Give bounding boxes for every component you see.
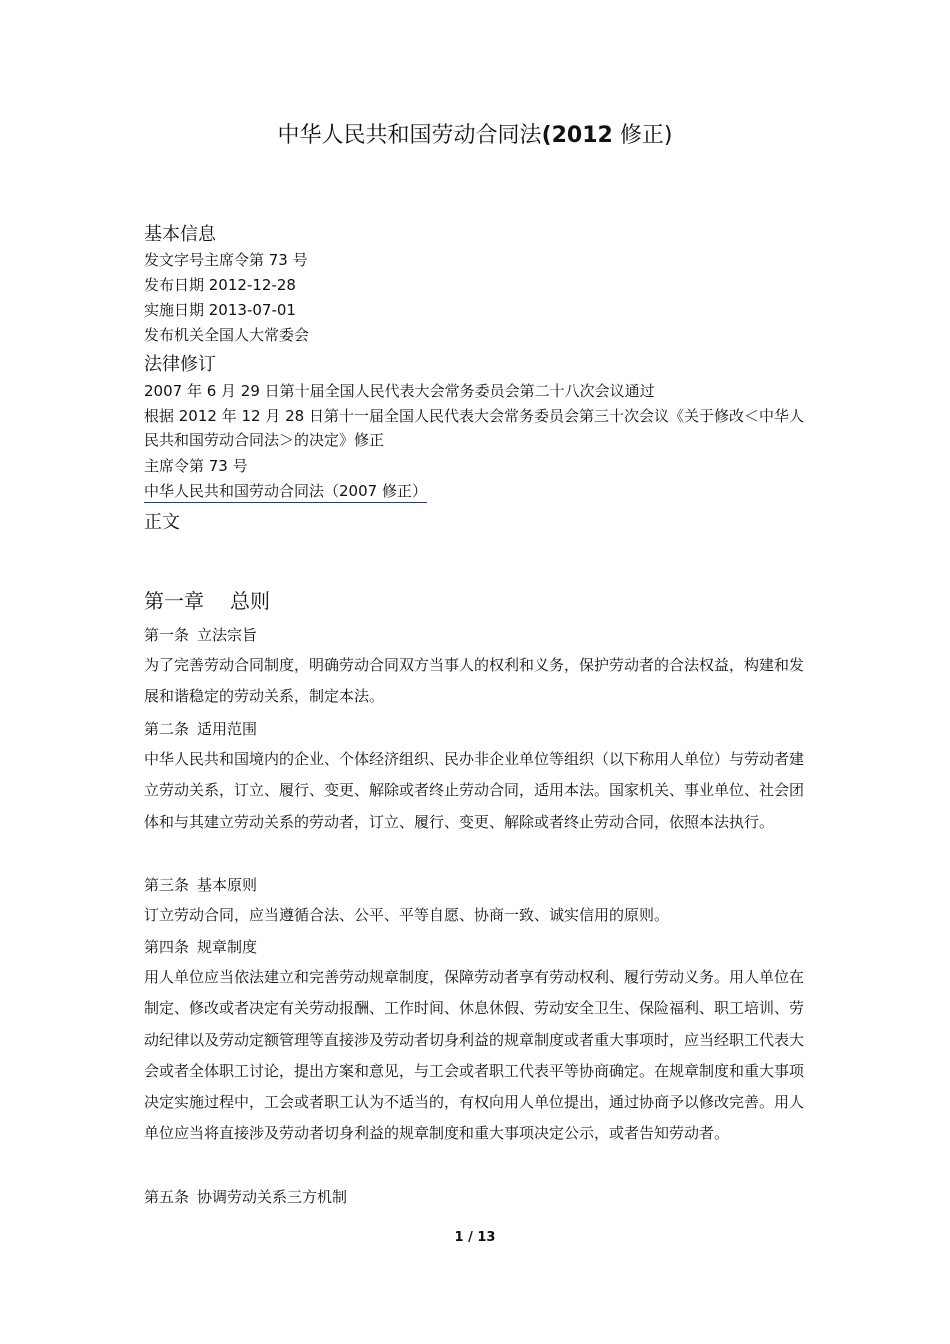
article-number: 第二条 <box>144 720 190 738</box>
article-text: 中华人民共和国境内的企业、个体经济组织、民办非企业单位等组织（以下称用人单位）与劳动者建立劳动关系，订立、履行、变更、解除或者终止劳动合同，适用本法。国家机关、事业单位、社会团体和与其建立劳动关系的劳动者，订立、履行、变更、解除或者终止劳动合同，依照本法执行。 <box>144 750 805 831</box>
revision-line-3: 主席令第 73 号 <box>144 457 248 475</box>
chapter-name: 总则 <box>230 589 270 613</box>
title-tail: 修正) <box>619 123 673 148</box>
revision-heading: 法律修订 <box>144 354 216 375</box>
article-heading <box>144 624 257 645</box>
chapter-heading <box>144 585 270 614</box>
title-year: (2012 <box>541 123 613 148</box>
article-number: 第五条 <box>144 1188 190 1206</box>
article-title: 规章制度 <box>197 938 258 956</box>
chapter-number: 第一章 <box>144 589 204 613</box>
article-number: 第三条 <box>144 876 190 894</box>
article-text: 订立劳动合同，应当遵循合法、公平、平等自愿、协商一致、诚实信用的原则。 <box>144 906 670 924</box>
article-title: 基本原则 <box>197 876 258 894</box>
total-pages: 13 <box>477 1230 496 1245</box>
body-heading: 正文 <box>144 512 180 533</box>
article-number: 第一条 <box>144 626 190 644</box>
page-separator: / <box>468 1230 473 1245</box>
article-title: 立法宗旨 <box>197 626 258 644</box>
document-title <box>0 118 950 149</box>
current-page: 1 <box>454 1230 464 1245</box>
article-title: 适用范围 <box>197 720 258 738</box>
article-heading <box>144 718 257 739</box>
title-main: 中华人民共和国劳动合同法 <box>277 123 542 148</box>
doc-number: 发文字号主席令第 73 号 <box>144 251 308 269</box>
issuer: 发布机关全国人大常委会 <box>144 326 310 344</box>
article-heading <box>144 874 257 895</box>
previous-version-link-row <box>144 480 427 501</box>
revision-line-1: 2007 年 6 月 29 日第十届全国人民代表大会常务委员会第二十八次会议通过 <box>144 382 655 400</box>
article-number: 第四条 <box>144 938 190 956</box>
basic-info-heading: 基本信息 <box>144 224 216 245</box>
page-indicator <box>0 1230 950 1245</box>
effective-date: 实施日期 2013-07-01 <box>144 301 296 319</box>
previous-version-link[interactable]: 中华人民共和国劳动合同法（2007 修正） <box>144 482 427 503</box>
article-title: 协调劳动关系三方机制 <box>197 1188 348 1206</box>
article-heading <box>144 936 257 957</box>
revision-line-2: 根据 2012 年 12 月 28 日第十一届全国人民代表大会常务委员会第三十次会议《关于修改＜中华人民共和国劳动合同法＞的决定》修正 <box>144 407 804 449</box>
article-text: 用人单位应当依法建立和完善劳动规章制度，保障劳动者享有劳动权利、履行劳动义务。用人单位在制定、修改或者决定有关劳动报酬、工作时间、休息休假、劳动安全卫生、保险福利、职工培训、劳动纪律以及劳动定额管理等直接涉及劳动者切身利益的规章制度或者重大事项时，应当经职工代表大会或者全体职工讨论，提出方案和意见，与工会或者职工代表平等协商确定。在规章制度和重大事项决定实施过程中，工会或者职工认为不适当的，有权向用人单位提出，通过协商予以修改完善。用人单位应当将直接涉及劳动者切身利益的规章制度和重大事项决定公示，或者告知劳动者。 <box>144 968 805 1143</box>
article-heading <box>144 1186 347 1207</box>
publish-date: 发布日期 2012-12-28 <box>144 276 296 294</box>
article-text: 为了完善劳动合同制度，明确劳动合同双方当事人的权利和义务，保护劳动者的合法权益，构建和发展和谐稳定的劳动关系，制定本法。 <box>144 656 805 706</box>
